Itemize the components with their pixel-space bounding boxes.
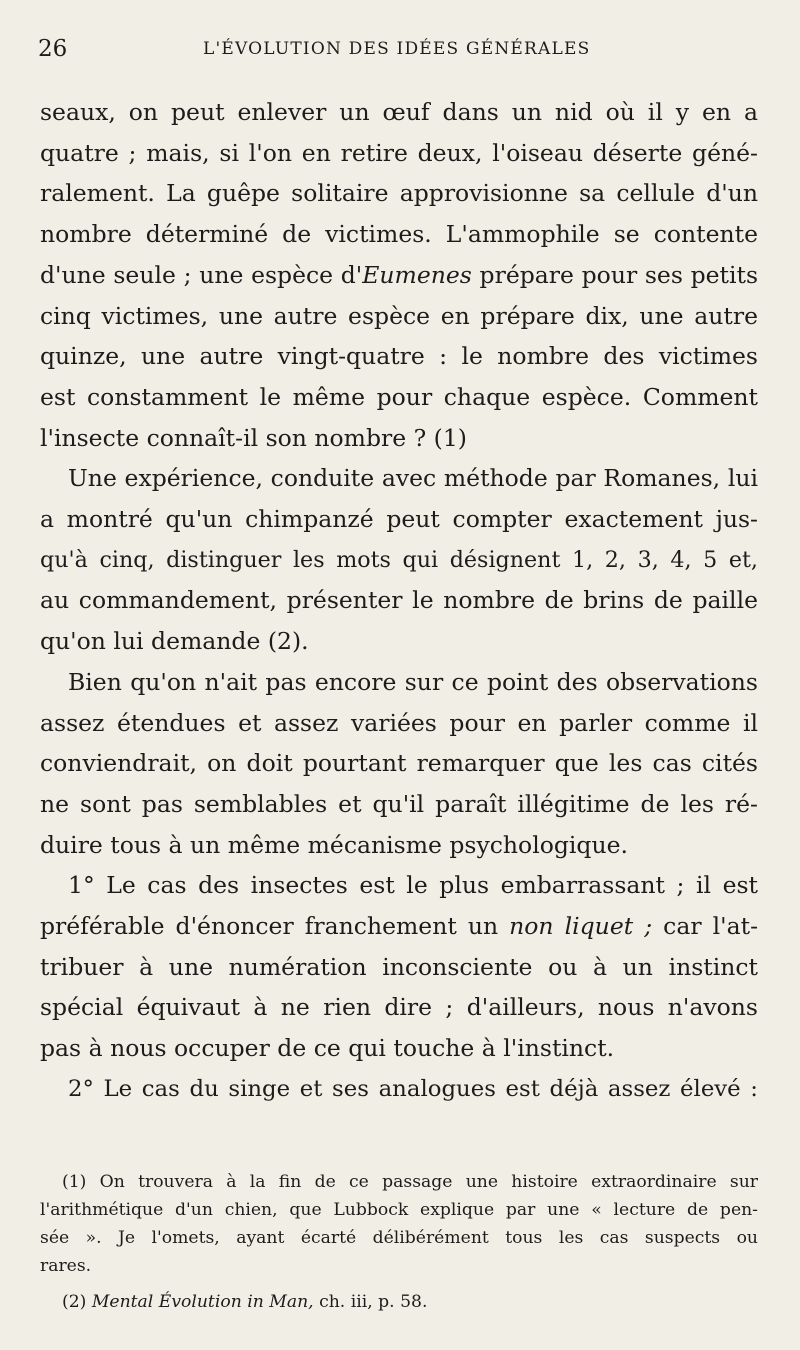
cited-title: Mental Évolution in Man, (91, 1292, 314, 1312)
paragraph-2 (40, 458, 758, 662)
text-line: seaux, on peut enlever un œuf dans un nid où il y en a (40, 98, 758, 126)
paragraph-4 (40, 865, 758, 1069)
text-line: pas à nous occuper de ce qui touche à l'instinct. (40, 1034, 615, 1063)
body-text (40, 92, 758, 1110)
text-line: 2° Le cas du singe et ses analogues est déjà assez élevé : (68, 1075, 758, 1102)
text-line: qu'à cinq, distinguer les mots qui désignent 1, 2, 3, 4, 5 et, (40, 546, 758, 573)
citation-detail: ch. iii, p. 58. (313, 1292, 428, 1312)
page-number: 26 (38, 36, 68, 62)
footnotes (40, 1168, 758, 1316)
footnote-line: rares. (40, 1256, 92, 1276)
text-fragment: d'une seule ; une espèce d' (40, 260, 363, 289)
text-line: conviendrait, on doit pourtant remarquer que les cas cités (40, 749, 758, 778)
running-head: L'ÉVOLUTION DES IDÉES GÉNÉRALES (203, 39, 591, 59)
footnote-marker: (2) (62, 1292, 92, 1312)
text-line (40, 906, 758, 947)
text-line: ralement. La guêpe solitaire approvisionne sa cellule d'un (40, 179, 758, 208)
footnote-2 (40, 1288, 758, 1316)
text-line: nombre déterminé de victimes. L'ammophile se contente (40, 220, 758, 249)
text-line: Bien qu'on n'ait pas encore sur ce point des observations (68, 667, 758, 696)
text-line: tribuer à une numération inconsciente ou à un instinct (40, 952, 758, 981)
text-line: 1° Le cas des insectes est le plus embarrassant ; il est (68, 871, 758, 900)
text-line: spécial équivaut à ne rien dire ; d'ailleurs, nous n'avons (40, 993, 758, 1022)
footnote-line (40, 1288, 758, 1316)
text-line (40, 255, 758, 296)
text-fragment: préférable d'énoncer franchement un (40, 912, 510, 941)
text-line: ne sont pas semblables et qu'il paraît illégitime de les ré- (40, 789, 758, 818)
italic-phrase: non liquet ; (509, 912, 653, 941)
footnote-line: (1) On trouvera à la fin de ce passage une histoire extraordinaire sur (62, 1172, 758, 1192)
text-line: quinze, une autre vingt-quatre : le nombre des victimes (40, 342, 758, 371)
italic-genus-name: Eumenes (362, 260, 472, 289)
footnote-line: sée ». Je l'omets, ayant écarté délibérément tous les cas suspects ou (40, 1228, 758, 1248)
text-line: l'insecte connaît-il son nombre ? (1) (40, 423, 467, 452)
text-line: cinq victimes, une autre espèce en prépare dix, une autre (40, 301, 758, 330)
text-line: a montré qu'un chimpanzé peut compter exactement jus- (40, 505, 758, 534)
paragraph-5 (40, 1069, 758, 1110)
text-line: duire tous à un même mécanisme psychologique. (40, 830, 628, 859)
text-line: est constamment le même pour chaque espèce. Comment (40, 382, 758, 411)
text-fragment: car l'at- (652, 912, 759, 941)
paragraph-1 (40, 92, 758, 458)
text-line: qu'on lui demande (2). (40, 627, 309, 656)
text-line: quatre ; mais, si l'on en retire deux, l'oiseau déserte géné- (40, 138, 758, 167)
text-line: au commandement, présenter le nombre de brins de paille (40, 586, 758, 615)
text-line: assez étendues et assez variées pour en parler comme il (40, 708, 758, 737)
text-line: Une expérience, conduite avec méthode par Romanes, lui (68, 464, 758, 493)
text-fragment: prépare pour ses petits (471, 260, 759, 289)
footnote-line: l'arithmétique d'un chien, que Lubbock explique par une « lecture de pen- (40, 1200, 758, 1220)
page-header (38, 36, 758, 70)
paragraph-3 (40, 662, 758, 866)
footnote-1 (40, 1168, 758, 1280)
